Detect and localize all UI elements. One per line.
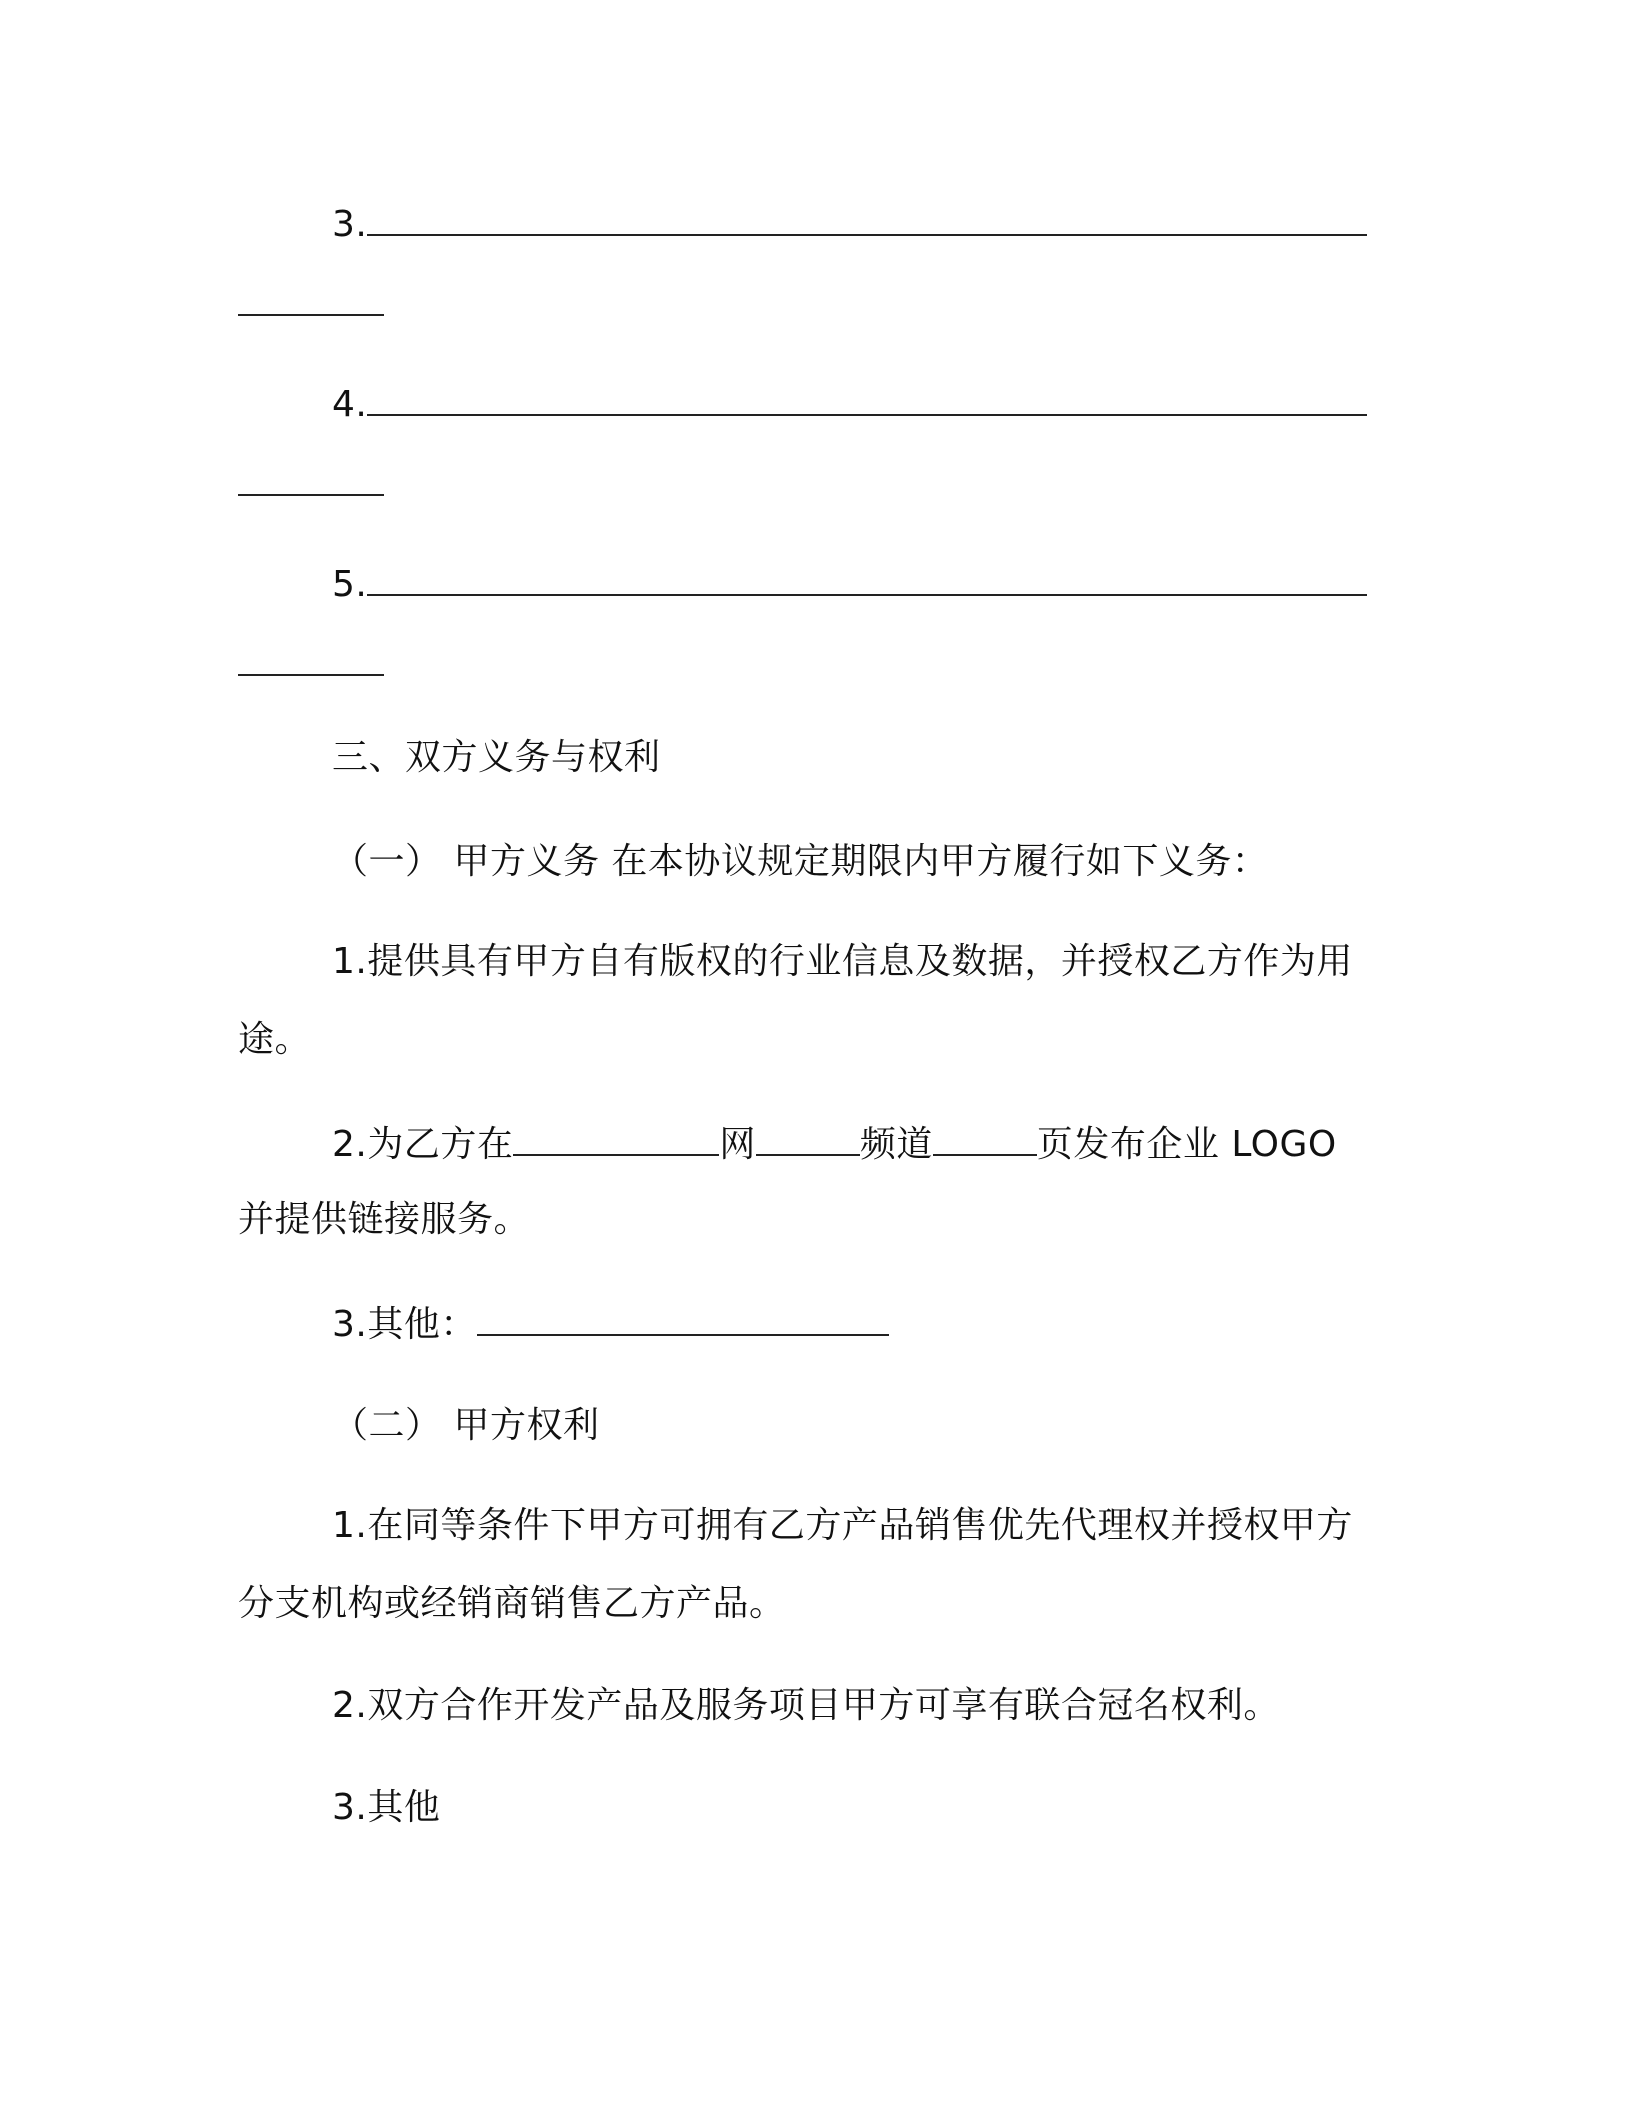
duty-2-mid-1: 网 <box>719 1124 756 1165</box>
subsection-heading-party-a-duties: （一） 甲方义务 在本协议规定期限内甲方履行如下义务： <box>332 841 1269 882</box>
item-number: 5. <box>332 564 368 605</box>
subsection-heading-party-a-rights: （二） 甲方权利 <box>332 1405 600 1446</box>
fill-blank-continuation <box>238 314 384 316</box>
item-number: 4. <box>332 384 368 425</box>
duty-1-line-1: 1.提供具有甲方自有版权的行业信息及数据，并授权乙方作为用 <box>332 941 1353 982</box>
duty-2-line-1 <box>332 1120 1337 1167</box>
duty-2-line-2: 并提供链接服务。 <box>238 1199 531 1240</box>
website-blank <box>513 1120 719 1156</box>
duty-2-mid-2: 频道 <box>859 1124 933 1165</box>
page-blank <box>933 1120 1037 1156</box>
duty-2-prefix: 2.为乙方在 <box>332 1124 514 1165</box>
section-heading: 三、双方义务与权利 <box>332 737 661 778</box>
duty-2-suffix: 页发布企业 LOGO <box>1036 1124 1337 1165</box>
fill-blank-line <box>367 380 1367 416</box>
duty-1-line-2: 途。 <box>238 1019 312 1060</box>
right-1-line-1: 1.在同等条件下甲方可拥有乙方产品销售优先代理权并授权甲方 <box>332 1505 1353 1546</box>
fill-blank-continuation <box>238 674 384 676</box>
right-1-line-2: 分支机构或经销商销售乙方产品。 <box>238 1583 786 1624</box>
fill-blank-continuation <box>238 494 384 496</box>
duty-3 <box>332 1300 889 1347</box>
fill-blank-line <box>367 200 1367 236</box>
right-2: 2.双方合作开发产品及服务项目甲方可享有联合冠名权利。 <box>332 1685 1280 1726</box>
right-3: 3.其他 <box>332 1787 441 1828</box>
duty-3-label: 3.其他： <box>332 1304 477 1345</box>
channel-blank <box>756 1120 860 1156</box>
fill-blank-line <box>367 560 1367 596</box>
blank-item-4 <box>332 380 1367 427</box>
other-blank <box>477 1300 889 1336</box>
blank-item-5 <box>332 560 1367 607</box>
blank-item-3 <box>332 200 1367 247</box>
item-number: 3. <box>332 204 368 245</box>
